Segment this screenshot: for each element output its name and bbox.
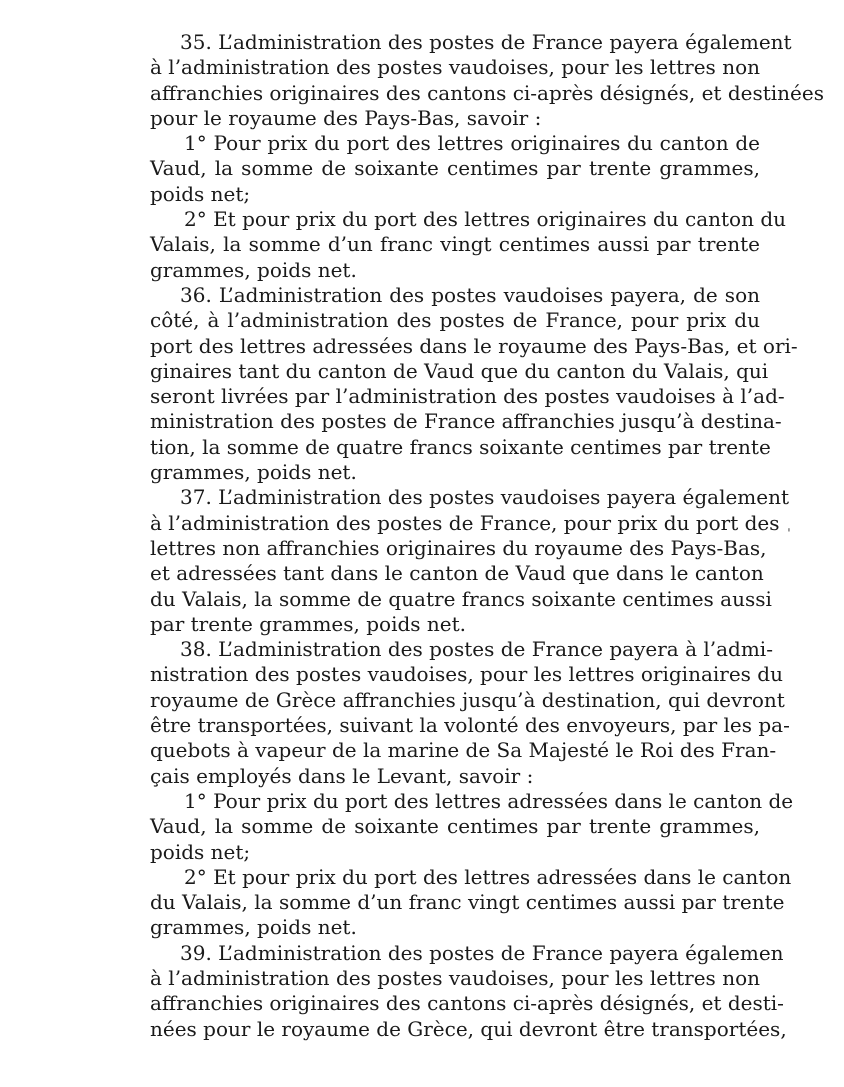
text-line: Vaud, la somme de soixante centimes par trente grammes, bbox=[150, 156, 760, 181]
text-line: çais employés dans le Levant, savoir : bbox=[150, 763, 534, 788]
text-line: pour le royaume des Pays-Bas, savoir : bbox=[150, 105, 542, 130]
text-line: 1° Pour prix du port des lettres adressées dans le canton de bbox=[184, 788, 794, 813]
text-line: grammes, poids net. bbox=[150, 915, 357, 940]
text-line: 36. L’administration des postes vaudoises payera, de son bbox=[180, 282, 760, 307]
text-line: port des lettres adressées dans le royaume des Pays-Bas, et ori- bbox=[150, 333, 798, 358]
document-page bbox=[150, 30, 824, 1042]
text-line: nées pour le royaume de Grèce, qui devront être transportées, bbox=[150, 1016, 787, 1041]
text-line: 2° Et pour prix du port des lettres adressées dans le canton bbox=[184, 864, 792, 889]
text-line: grammes, poids net. bbox=[150, 257, 357, 282]
text-line: à l’administration des postes de France, pour prix du port des bbox=[150, 510, 780, 535]
text-line: poids net; bbox=[150, 839, 251, 864]
text-line: quebots à vapeur de la marine de Sa Majesté le Roi des Fran- bbox=[150, 738, 777, 763]
article-35-item-1 bbox=[150, 131, 760, 207]
text-line: affranchies originaires des cantons ci-après désignés, et desti- bbox=[150, 991, 784, 1016]
text-line: nistration des postes vaudoises, pour les lettres originaires du bbox=[150, 662, 783, 687]
text-line: du Valais, la somme d’un franc vingt centimes aussi par trente bbox=[150, 890, 785, 915]
text-line: à l’administration des postes vaudoises, pour les lettres non bbox=[150, 965, 760, 990]
text-line: 39. L’administration des postes de France payera égalemen bbox=[180, 940, 784, 965]
article-38-item-1 bbox=[150, 788, 794, 865]
text-line: ginaires tant du canton de Vaud que du canton du Valais, qui bbox=[150, 358, 769, 383]
text-line: grammes, poids net. bbox=[150, 460, 357, 485]
article-38-item-2 bbox=[150, 864, 792, 941]
text-line: affranchies originaires des cantons ci-après désignés, et destinées bbox=[150, 80, 824, 105]
article-35-item-2 bbox=[150, 207, 787, 283]
margin-mark: ˌ bbox=[787, 518, 791, 534]
text-line: être transportées, suivant la volonté des envoyeurs, par les pa- bbox=[150, 713, 790, 738]
text-line: à l’administration des postes vaudoises, pour les lettres non bbox=[150, 55, 760, 80]
text-line: royaume de Grèce affranchies jusqu’à destination, qui devront bbox=[150, 687, 785, 712]
text-line: 37. L’administration des postes vaudoises payera également bbox=[180, 485, 790, 510]
text-line: du Valais, la somme de quatre francs soixante centimes aussi bbox=[150, 586, 772, 611]
text-line: lettres non affranchies originaires du royaume des Pays-Bas, bbox=[150, 535, 767, 560]
text-line: 38. L’administration des postes de France payera à l’admi- bbox=[180, 637, 773, 662]
text-line: et adressées tant dans le canton de Vaud que dans le canton bbox=[150, 561, 764, 586]
text-line: par trente grammes, poids net. bbox=[150, 611, 466, 636]
text-line: 1° Pour prix du port des lettres originaires du canton de bbox=[184, 131, 760, 156]
text-line: 35. L’administration des postes de France payera également bbox=[180, 30, 792, 54]
text-line: Valais, la somme d’un franc vingt centimes aussi par trente bbox=[150, 232, 760, 257]
text-line: côté, à l’administration des postes de France, pour prix du bbox=[150, 308, 760, 333]
article-38 bbox=[150, 637, 790, 789]
article-37 bbox=[150, 485, 790, 637]
text-line: tion, la somme de quatre francs soixante centimes par trente bbox=[150, 434, 771, 459]
article-35 bbox=[150, 30, 824, 131]
article-39 bbox=[150, 940, 787, 1042]
text-line: seront livrées par l’administration des postes vaudoises à l’ad- bbox=[150, 384, 785, 409]
text-line: 2° Et pour prix du port des lettres originaires du canton du bbox=[184, 207, 787, 232]
text-line: Vaud, la somme de soixante centimes par trente grammes, bbox=[150, 814, 760, 839]
article-36 bbox=[150, 282, 798, 485]
text-line: poids net; bbox=[150, 181, 251, 206]
text-line: ministration des postes de France affranchies jusqu’à destina- bbox=[150, 409, 782, 434]
